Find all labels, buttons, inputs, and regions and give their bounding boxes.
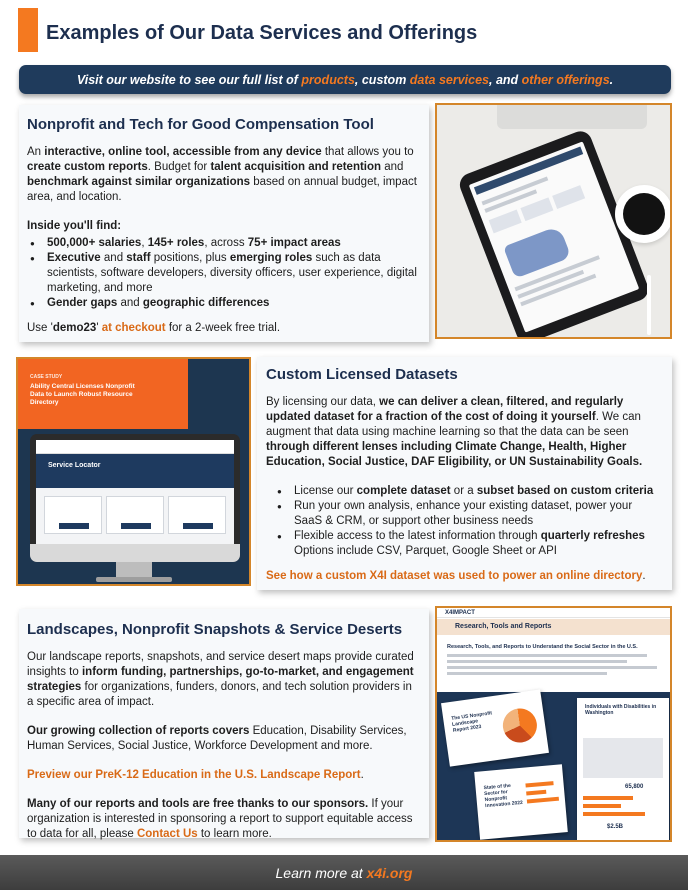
case-study-headline: CASE STUDY Ability Central Licenses Nonprofit Data to Launch Robust Resource Directory [30,374,135,406]
report-cover: State of the Sector for Nonprofit Innovation 2022 [474,764,568,839]
list-item: ● Run your own analysis, enhance your existing dataset, power your SaaS & CRM, or support other business needs [274,499,663,529]
title-bar [0,0,688,62]
report-cover: The US Nonprofit Landscape Report 2023 [441,689,549,766]
footer [0,855,688,890]
other-offerings-link[interactable]: other offerings [521,72,610,87]
x4i-logo: X4IMPACT [445,610,475,616]
banner-prefix: Visit our website to see our full list of [76,72,302,87]
banner-suffix: . [609,72,614,87]
report-page: Individuals with Disabilities in Washington 65,800 $2.5B [577,698,669,840]
promo-line: Use 'demo23' at checkout for a 2-week free trial. [27,322,281,334]
title-accent-bar [18,8,38,52]
section-intro: Our landscape reports, snapshots, and service desert maps provide curated insights to inform funding, partnerships, go-to-market, and engagement strategies for organizations, funders, donors, and tech solution providers in a specific area of impact. [27,651,414,708]
tablet-photo [435,103,672,339]
x4i-website-link[interactable]: x4i.org [366,864,413,881]
section-intro: An interactive, online tool, accessible from any device that allows you to create custom reports. Budget for talent acquisition and retention and benchmark against similar organizations based on annual budget, impact area, and location. [27,146,417,203]
website-banner [19,65,671,94]
list-item: ● Flexible access to the latest information through quarterly refreshes Options include CSV, Parquet, Google Sheet or API [274,529,663,559]
list-item: ● License our complete dataset or a subset based on custom criteria [274,484,663,499]
section-heading: Landscapes, Nonprofit Snapshots & Service Deserts [27,621,403,638]
directory-case-study-image [16,357,251,586]
feature-list [266,484,663,559]
banner-mid1: , custom [354,72,410,87]
landscapes-card [19,609,429,838]
coffee-cup [615,185,672,243]
case-study-line: See how a custom X4I dataset was used to power an online directory. [266,570,646,582]
landscape-report-line: Preview our PreK-12 Education in the U.S. Landscape Report. [27,769,364,781]
pen-shape [647,275,651,335]
section-heading: Nonprofit and Tech for Good Compensation Tool [27,116,374,133]
inside-label: Inside you'll find: [27,220,122,232]
list-item: ● Executive and staff positions, plus emerging roles such as data scientists, software developers, diversity officers, user experience, digital marketing, and more [27,251,421,296]
page-title: Examples of Our Data Services and Offerings [46,22,478,44]
coverage-line: Our growing collection of reports covers Education, Disability Services, Human Services, Social Justice, Workforce Development and more. [27,725,407,752]
data-services-link[interactable]: data services [409,72,490,87]
contact-us-link[interactable]: Contact Us [136,828,198,840]
products-link[interactable]: products [301,72,355,87]
research-subtitle: Research, Tools, and Reports to Understand the Social Sector in the U.S. [447,644,638,650]
monitor-mock [30,434,240,562]
licensed-datasets-card [257,357,672,590]
service-locator-title: Service Locator [48,462,101,469]
list-item: ● Gender gaps and geographic differences [27,296,421,311]
banner-text [77,73,613,87]
checkout-link[interactable]: at checkout [101,322,166,334]
research-page-mock [437,608,670,692]
reports-collage-image [435,606,672,842]
sponsor-line: Many of our reports and tools are free thanks to our sponsors. If your organization is interested in sponsoring a report to support equitable access to data for all, please Contact Us to learn more. [27,798,413,840]
footer-text: Learn more at x4i.org [275,864,413,881]
section-intro: By licensing our data, we can deliver a clean, filtered, and regularly updated dataset for a fraction of the cost of doing it yourself. We can augment that data using machine learning so that the data can be seen through different lenses including Climate Change, Health, Higher Education, Social Justice, DAF Eligibility, or UN Sustainability Goals. [266,396,643,468]
list-item: ● 500,000+ salaries, 145+ roles, across 75+ impact areas [27,236,421,251]
directory-case-study-link[interactable]: See how a custom X4I dataset was used to power an online directory [266,570,643,582]
landscape-report-link[interactable]: Preview our PreK-12 Education in the U.S. Landscape Report [27,769,361,781]
feature-list [27,236,421,311]
section-heading: Custom Licensed Datasets [266,366,458,383]
research-hero-title: Research, Tools and Reports [455,623,552,630]
keyboard-shape [497,103,647,129]
compensation-tool-card [19,105,429,342]
banner-mid2: , and [489,72,522,87]
